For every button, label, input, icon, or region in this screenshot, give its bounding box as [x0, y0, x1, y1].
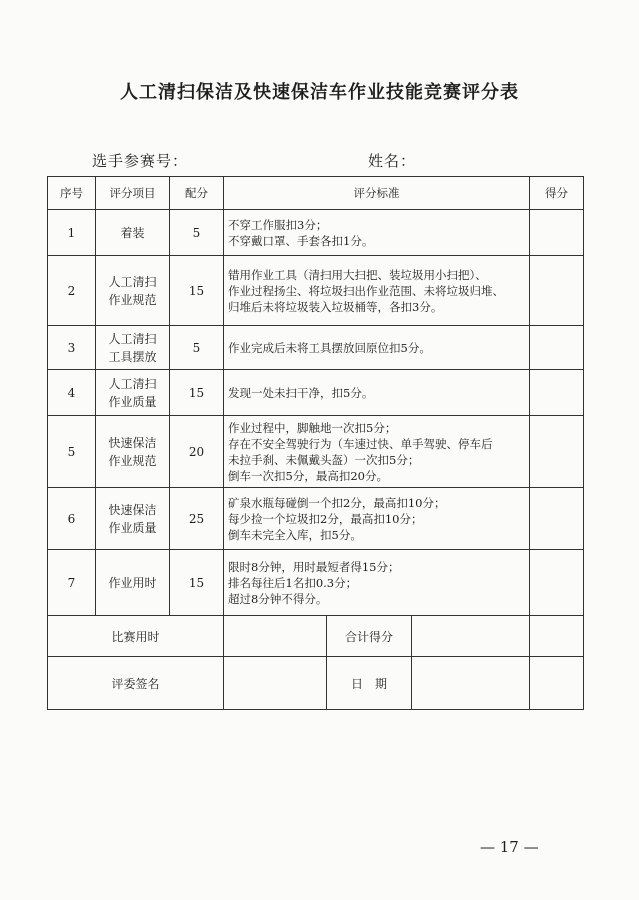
- criteria-line: 归堆后未将垃圾装入垃圾桶等，各扣3分。: [228, 299, 443, 314]
- row-item: [96, 256, 170, 326]
- row-points: 5: [170, 210, 224, 256]
- row-score-cell[interactable]: [530, 488, 584, 550]
- score-table: [47, 176, 584, 710]
- contestant-name-label: 姓名：: [368, 152, 417, 170]
- table-row: [48, 550, 584, 616]
- row-points: 15: [170, 550, 224, 616]
- page-title: 人工清扫保洁及快速保洁车作业技能竞赛评分表: [120, 82, 519, 103]
- criteria-line: 发现一处未扫干净，扣5分。: [228, 385, 374, 400]
- row-item: [96, 326, 170, 370]
- row-item-line: 工具摆放: [108, 349, 157, 364]
- row-points: 25: [170, 488, 224, 550]
- row-points: 20: [170, 416, 224, 488]
- criteria-line: 排名每往后1名扣0.3分；: [228, 575, 358, 590]
- criteria-line: 倒车一次扣5分，最高扣20分。: [228, 468, 388, 483]
- criteria-line: 不穿工作服扣3分；: [228, 217, 328, 232]
- row-number: 4: [48, 370, 96, 416]
- row-item-line: 快速保洁: [108, 435, 157, 450]
- row-number: 2: [48, 256, 96, 326]
- row-points: 5: [170, 326, 224, 370]
- table-row: [48, 370, 584, 416]
- row-score-cell[interactable]: [530, 550, 584, 616]
- criteria-line: 作业过程扬尘、将垃圾扫出作业范围、未将垃圾归堆、: [228, 283, 504, 298]
- header-score: 得分: [530, 177, 584, 210]
- date-label: 日 期: [327, 657, 412, 709]
- row-points: 15: [170, 370, 224, 416]
- criteria-line: 倒车未完全入库，扣5分。: [228, 527, 362, 542]
- row-criteria: [224, 488, 530, 550]
- criteria-line: 不穿戴口罩、手套各扣1分。: [228, 233, 374, 248]
- header-no: 序号: [48, 177, 96, 210]
- row-item-line: 作业规范: [108, 292, 157, 307]
- table-row: [48, 326, 584, 370]
- total-score-value-cell[interactable]: [530, 616, 584, 657]
- row-score-cell[interactable]: [530, 416, 584, 488]
- criteria-line: 错用作业工具（清扫用大扫把、装垃圾用小扫把）、: [228, 267, 487, 282]
- row-item: [96, 416, 170, 488]
- row-item-line: 人工清扫: [108, 331, 157, 346]
- row-score-cell[interactable]: [530, 326, 584, 370]
- table-row: [48, 256, 584, 326]
- row-number: 5: [48, 416, 96, 488]
- row-item-line: 作业规范: [108, 453, 157, 468]
- judge-row: [48, 657, 584, 710]
- row-item: [96, 550, 170, 616]
- row-score-cell[interactable]: [530, 256, 584, 326]
- row-criteria: [224, 210, 530, 256]
- criteria-line: 矿泉水瓶每碰倒一个扣2分，最高扣10分；: [228, 495, 446, 510]
- row-criteria: [224, 256, 530, 326]
- table-row: [48, 488, 584, 550]
- row-number: 6: [48, 488, 96, 550]
- criteria-line: 作业完成后未将工具摆放回原位扣5分。: [228, 340, 431, 355]
- header-points: 配分: [170, 177, 224, 210]
- judge-signature-label: 评委签名: [48, 657, 224, 710]
- contestant-number-label: 选手参赛号：: [92, 152, 189, 170]
- row-number: 7: [48, 550, 96, 616]
- row-points: 15: [170, 256, 224, 326]
- row-number: 1: [48, 210, 96, 256]
- criteria-line: 存在不安全驾驶行为（车速过快、单手驾驶、停车后: [228, 436, 493, 451]
- date-value-cell[interactable]: [530, 657, 584, 710]
- criteria-line: 限时8分钟，用时最短者得15分；: [228, 559, 400, 574]
- total-score-label: 合计得分: [327, 616, 412, 656]
- criteria-line: 未拉手刹、未佩戴头盔）一次扣5分；: [228, 452, 420, 467]
- table-row: [48, 210, 584, 256]
- row-criteria: [224, 550, 530, 616]
- judge-signature-cell[interactable]: [224, 657, 327, 709]
- row-item-line: 作业质量: [108, 394, 157, 409]
- row-item-line: 作业质量: [108, 520, 157, 535]
- row-item: [96, 370, 170, 416]
- row-score-cell[interactable]: [530, 370, 584, 416]
- page-number: — 17 —: [480, 838, 539, 856]
- criteria-line: 超过8分钟不得分。: [228, 591, 328, 606]
- row-item-line: 作业用时: [108, 575, 157, 590]
- table-header-row: [48, 177, 584, 210]
- row-item: [96, 488, 170, 550]
- row-item: [96, 210, 170, 256]
- row-item-line: 快速保洁: [108, 502, 157, 517]
- row-item-line: 着装: [120, 225, 145, 240]
- row-criteria: [224, 326, 530, 370]
- table-row: [48, 416, 584, 488]
- row-score-cell[interactable]: [530, 210, 584, 256]
- race-time-value-cell[interactable]: [224, 616, 327, 656]
- race-time-row: [48, 616, 584, 657]
- criteria-line: 每少捡一个垃圾扣2分，最高扣10分；: [228, 511, 423, 526]
- criteria-line: 作业过程中，脚触地一次扣5分；: [228, 420, 397, 435]
- row-number: 3: [48, 326, 96, 370]
- header-criteria: 评分标准: [224, 177, 530, 210]
- row-item-line: 人工清扫: [108, 376, 157, 391]
- race-time-label: 比赛用时: [48, 616, 224, 657]
- row-criteria: [224, 416, 530, 488]
- header-item: 评分项目: [96, 177, 170, 210]
- row-item-line: 人工清扫: [108, 274, 157, 289]
- row-criteria: [224, 370, 530, 416]
